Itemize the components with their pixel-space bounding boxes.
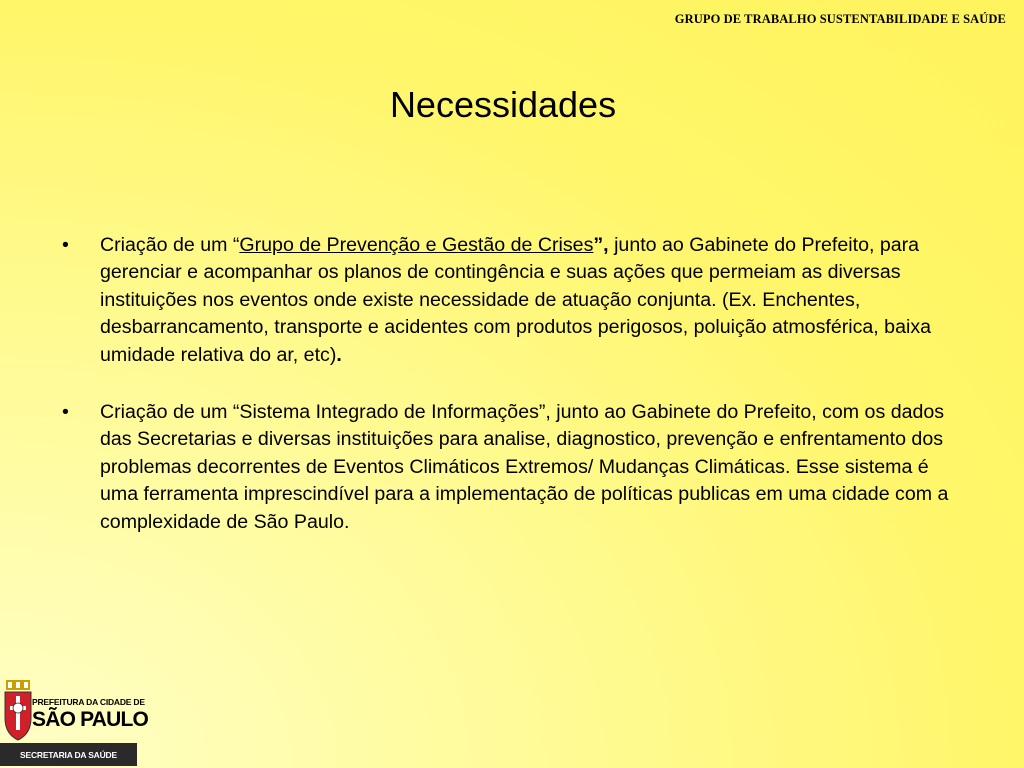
prefeitura-logo [0,676,149,768]
logo-secretaria-bar [0,743,137,766]
logo-line-1: PREFEITURA DA CIDADE DE [32,697,145,707]
bullet-1-part-4: junto ao Gabinete do Prefeito, para gerenciar e acompanhar os planos de contingência e suas ações que permeiam as diversas instituições nos eventos onde existe necessidade de atuação conjunta. (Ex. Enchentes, desbarrancamento, transporte e acidentes com produtos perigosos, poluição atmosférica, baixa umidade relativa do ar, etc) [100,234,932,366]
slide-title: Necessidades [389,84,617,125]
city-crest-icon [2,678,34,748]
bullet-2-text: Criação de um “Sistema Integrado de Informações”, junto ao Gabinete do Prefeito, com os dados das Secretarias e diversas instituições para analise, diagnostico, prevenção e enfrentamento dos problemas decorrentes de Eventos Climáticos Extremos/ Mudanças Climáticas. Esse sistema é uma ferramenta imprescindível para a implementação de políticas publicas em uma cidade com a complexidade de São Paulo. [100,401,949,533]
bullet-1-part-1: Criação de um “ [100,234,240,256]
bullet-item-2 [62,399,962,536]
bullet-marker: • [62,234,69,256]
bullet-item-1 [62,232,962,369]
logo-line-3: SECRETARIA DA SAÚDE [20,749,117,760]
header-title: GRUPO DE TRABALHO SUSTENTABILIDADE E SAÚDE [674,12,1006,26]
bullet-1-part-5: . [336,343,342,366]
logo-line-2: SÃO PAULO [32,708,149,731]
bullet-list [62,232,962,566]
bullet-marker: • [62,401,69,424]
bullet-1-underlined-name: Grupo de Prevenção e Gestão de Crises [239,234,594,256]
bullet-1-part-3: ”, [593,234,609,256]
